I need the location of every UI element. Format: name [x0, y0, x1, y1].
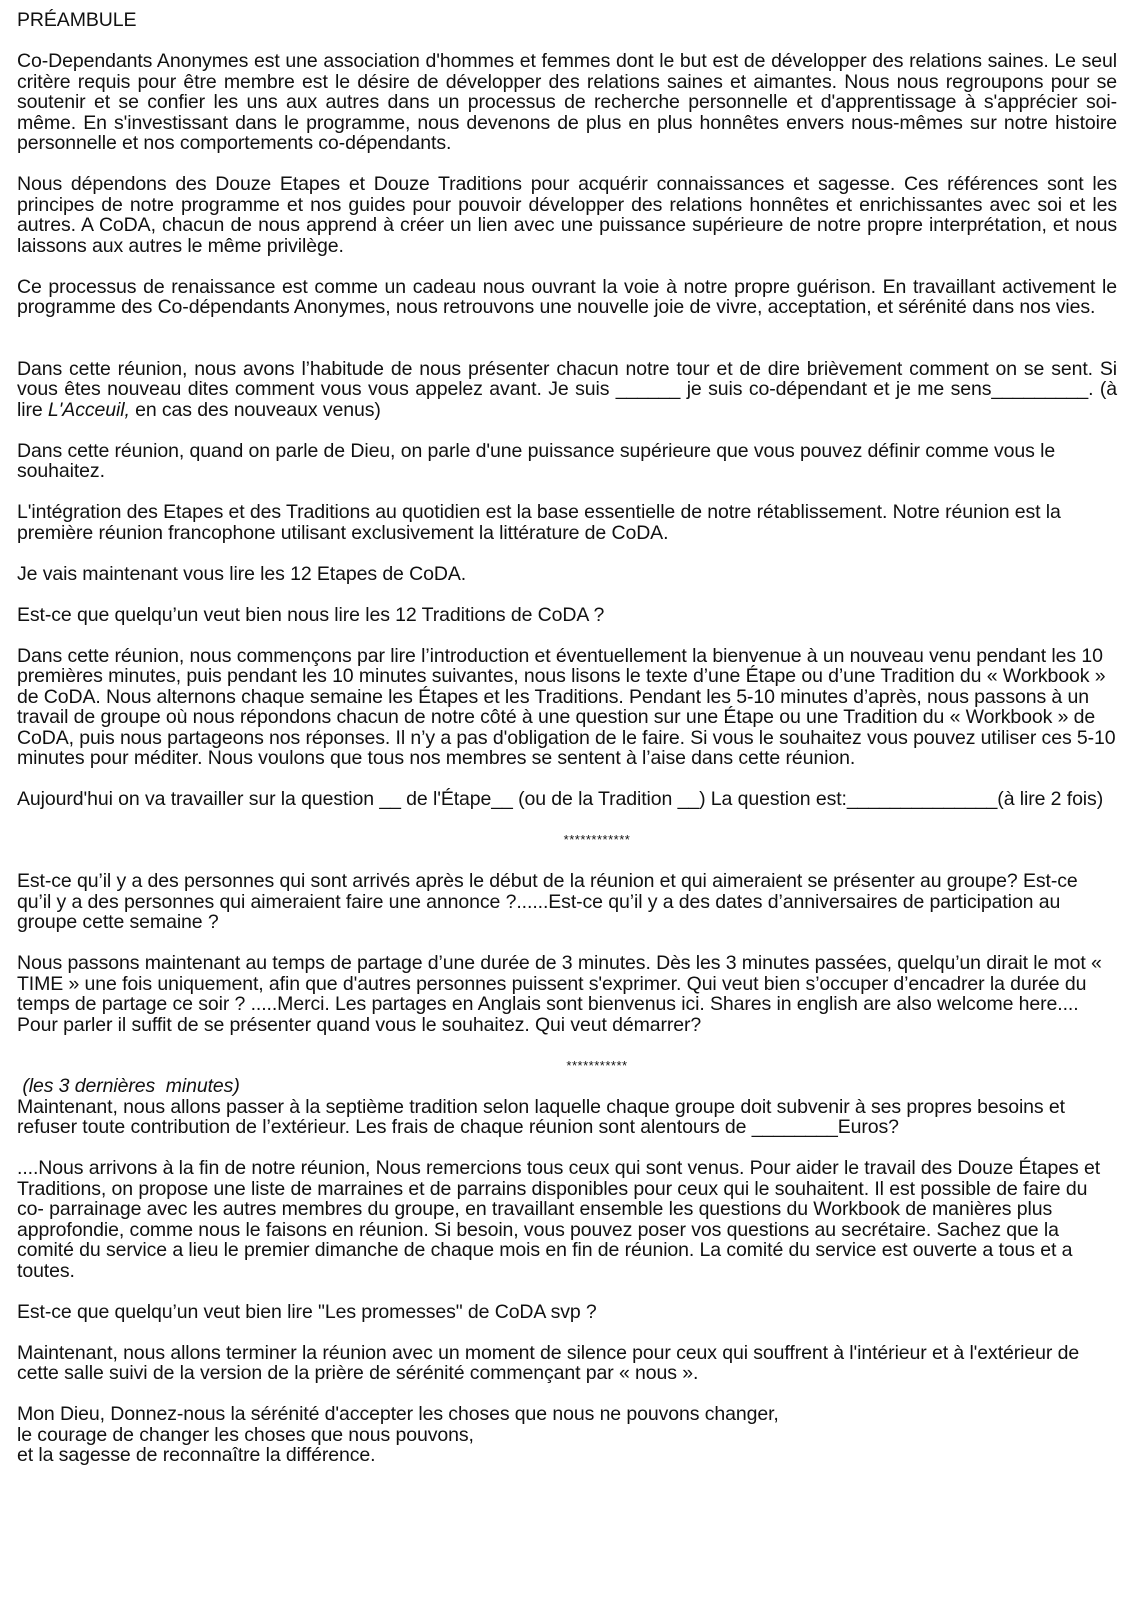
- section-separator: ************: [563, 832, 631, 847]
- paragraph-presentation-text: Dans cette réunion, nous avons l’habitude de nous présenter chacun notre tour et de dire brièvement comment on se sent. Si vous êtes nouveau dites comment vous vous appelez avant. Je suis ______ je suis co-dépendant et je me sens_________. (à lire: [17, 357, 1117, 421]
- prayer-line-3: et la sagesse de reconnaître la différence.: [17, 1444, 376, 1466]
- paragraph-septieme-tradition: Maintenant, nous allons passer à la septième tradition selon laquelle chaque groupe doit subvenir à ses propres besoins et refuser toute contribution de l’extérieur. Les frais de chaque réunion sont alentours de ________Euros?: [17, 1095, 1065, 1138]
- acceuil-reference: L'Acceuil,: [47, 398, 130, 421]
- paragraph-integration: L'intégration des Etapes et des Traditions au quotidien est la base essentielle de notre rétablissement. Notre réunion est la première réunion francophone utilisant exclusivement la littérature de CoDA.: [17, 501, 1061, 544]
- paragraph-question: Aujourd'hui on va travailler sur la question __ de l'Étape__ (ou de la Tradition __) La question est:______________(à lire 2 fois): [17, 788, 1104, 810]
- last-minutes-note: (les 3 dernières minutes): [17, 1075, 240, 1097]
- paragraph-fin-reunion: ....Nous arrivons à la fin de notre réunion, Nous remercions tous ceux qui sont venus. Pour aider le travail des Douze Étapes et Traditions, on propose une liste de marraines et de parrains disponibles pour ceux qui le souhaitent. Il est possible de faire du co- parrainage avec les autres membres du groupe, en travaillant ensemble les questions du Workbook de manières plus approfondie, comme nous le faisons en réunion. Si besoin, vous pouvez poser vos questions au secrétaire. Sachez que la comité du service a lieu le premier dimanche de chaque mois en fin de réunion. La comité du service est ouverte a tous et a toutes.: [17, 1157, 1101, 1282]
- paragraph-dieu: Dans cette réunion, quand on parle de Dieu, on parle d'une puissance supérieure que vous pouvez définir comme vous le souhaitez.: [17, 439, 1056, 482]
- prayer-line-1: Mon Dieu, Donnez-nous la sérénité d'accepter les choses que nous ne pouvons changer,: [17, 1403, 779, 1425]
- document-page: [17, 10, 1117, 1466]
- paragraph-deroulement: Dans cette réunion, nous commençons par lire l’introduction et éventuellement la bienvenue à un nouveau venu pendant les 10 premières minutes, puis pendant les 10 minutes suivantes, nous lisons le texte d’une Étape ou d’une Tradition du « Workbook » de CoDA. Nous alternons chaque semaine les Étapes et les Traditions. Pendant les 5-10 minutes d’après, nous passons à un travail de groupe où nous répondons chacun de notre côté à une question sur une Étape ou une Tradition du « Workbook » de CoDA, puis nous partageons nos réponses. Il n’y a pas d'obligation de le faire. Si vous le souhaitez vous pouvez utiliser ces 5-10 minutes pour méditer. Nous voulons que tous nos membres se sentent à l’aise dans cette réunion.: [17, 644, 1116, 769]
- paragraph-presentation: [17, 359, 1117, 421]
- paragraph-traditions: Est-ce que quelqu’un veut bien nous lire les 12 Traditions de CoDA ?: [17, 603, 605, 626]
- paragraph-promesses: Est-ce que quelqu’un veut bien lire "Les promesses" de CoDA svp ?: [17, 1300, 597, 1323]
- paragraph-partage: Nous passons maintenant au temps de partage d’une durée de 3 minutes. Dès les 3 minutes passées, quelqu’un dirait le mot « TIME » une fois uniquement, afin que d'autres personnes puissent s'exprimer. Qui veut bien s’occuper d’encadrer la durée du temps de partage ce soir ? .....Merci. Les partages en Anglais sont bienvenus ici. Shares in english are also welcome here.... Pour parler il suffit de se présenter quand vous le souhaitez. Qui veut démarrer?: [17, 952, 1102, 1036]
- paragraph-etapes: Je vais maintenant vous lire les 12 Etapes de CoDA.: [17, 562, 467, 585]
- paragraph-intro: Co-Dependants Anonymes est une association d'hommes et femmes dont le but est de développer des relations saines. Le seul critère requis pour être membre est le désire de développer des relations saines et aimantes. Nous nous regroupons pour se soutenir et se confier les uns aux autres dans un processus de recherche personnelle et d'apprentissage à s'apprécier soi-même. En s'investissant dans le programme, nous devenons de plus en plus honnêtes envers nous-mêmes sur notre histoire personnelle et nos comportements co-dépendants.: [17, 50, 1117, 154]
- section-separator: ***********: [566, 1057, 628, 1073]
- paragraph-steps-traditions: Nous dépendons des Douze Etapes et Douze Traditions pour acquérir connaissances et sagesse. Ces références sont les principes de notre programme et nos guides pour pouvoir développer des relations honnêtes et enrichissantes avec soi et les autres. A CoDA, chacun de nous apprend à créer un lien avec une puissance supérieure de notre propre interprétation, et nous laissons aux autres le même privilège.: [17, 173, 1117, 257]
- page-title: PRÉAMBULE: [17, 9, 137, 31]
- paragraph-arrivees: Est-ce qu’il y a des personnes qui sont arrivés après le début de la réunion et qui aimeraient se présenter au groupe? Est-ce qu’il y a des personnes qui aimeraient faire une annonce ?......Est-ce qu’il y a des dates d’anniversaires de participation au groupe cette semaine ?: [17, 870, 1078, 933]
- paragraph-silence: Maintenant, nous allons terminer la réunion avec un moment de silence pour ceux qui souffrent à l'intérieur et à l'extérieur de cette salle suivi de la version de la prière de sérénité commençant par « nous ».: [17, 1341, 1080, 1384]
- prayer-line-2: le courage de changer les choses que nous pouvons,: [17, 1423, 474, 1446]
- paragraph-renaissance: Ce processus de renaissance est comme un cadeau nous ouvrant la voie à notre propre guérison. En travaillant activement le programme des Co-dépendants Anonymes, nous retrouvons une nouvelle joie de vivre, acceptation, et sérénité dans nos vies.: [17, 275, 1117, 318]
- paragraph-presentation-end: en cas des nouveaux venus): [129, 398, 381, 421]
